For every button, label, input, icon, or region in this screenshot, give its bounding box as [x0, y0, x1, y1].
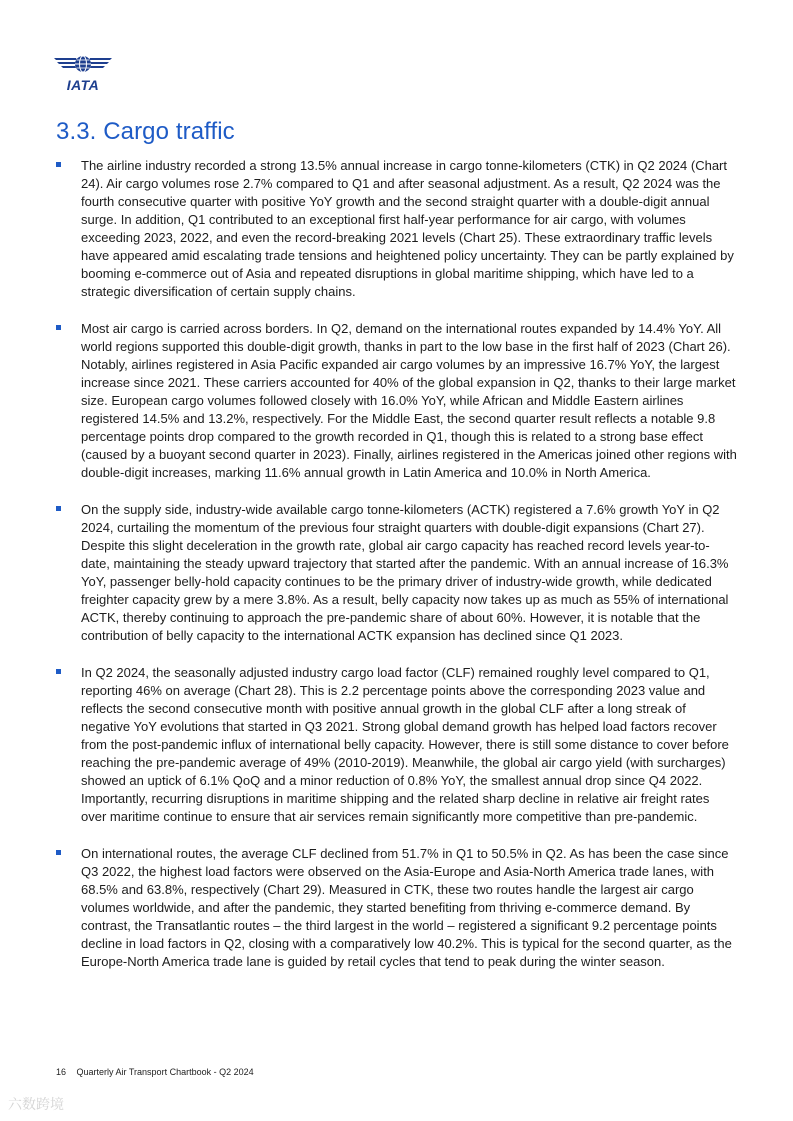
bullet-text: On the supply side, industry-wide available cargo tonne-kilometers (ACTK) registered a 7.6% growth YoY in Q2 2024, curtailing the momentum of the previous four straight quarters with double-digit expansions (Chart 27). Despite this slight deceleration in the growth rate, global air cargo capacity has reached record levels year-to-date, maintaining the steady upward trajectory that started after the pandemic. With an annual increase of 16.3% YoY, passenger belly-hold capacity continues to be the primary driver of industry-wide growth, while dedicated freighter capacity grew by a mere 3.8%. As a result, belly capacity now takes up as much as 55% of international ACTK, thereby continuing to approach the pre-pandemic share of about 60%. However, it is notable that the contribution of belly capacity to the international ACTK expansion has declined since Q1 2023.	[81, 502, 729, 643]
page-number: 16	[56, 1067, 67, 1077]
bullet-item-international-clf	[56, 845, 738, 971]
bullet-square-icon	[56, 850, 61, 855]
globe-wings-icon	[52, 54, 114, 78]
logo-wordmark: IATA	[66, 77, 100, 93]
bullet-text: The airline industry recorded a strong 13.5% annual increase in cargo tonne-kilometers (CTK) in Q2 2024 (Chart 24). Air cargo volumes rose 2.7% compared to Q1 and after seasonal adjustment. As a result, Q2 2024 was the fourth consecutive quarter with positive YoY growth and the second straight quarter with a double-digit annual surge. In addition, Q1 contributed to an exceptional first half-year performance for air cargo, with volumes exceeding 2023, 2022, and even the record-breaking 2021 levels (Chart 25). These extraordinary traffic levels have appeared amid escalating trade tensions and heightened policy uncertainty. They can be partly explained by booming e-commerce out of Asia and repeated disruptions in global maritime shipping, which have led to a strategic diversification of certain supply chains.	[81, 158, 734, 299]
bullet-square-icon	[56, 162, 61, 167]
watermark: 六数跨境	[8, 1097, 64, 1113]
bullet-text: In Q2 2024, the seasonally adjusted industry cargo load factor (CLF) remained roughly level compared to Q1, reporting 46% on average (Chart 28). This is 2.2 percentage points above the corresponding 2023 value and reflects the second consecutive month with positive annual growth in the global CLF after a long streak of negative YoY evolutions that started in Q3 2021. Strong global demand growth has helped load factors recover from the post-pandemic influx of international belly capacity. However, there is still some distance to cover before reaching the pre-pandemic average of 49% (2010-2019). Meanwhile, the global air cargo yield (with surcharges) showed an uptick of 6.1% QoQ and a minor reduction of 0.8% YoY, the smallest annual drop since Q4 2022. Importantly, recurring disruptions in maritime shipping and the related sharp decline in relative air freight rates over maritime continue to ensure that air services remain significantly more competitive than pre-pandemic.	[81, 665, 729, 824]
iata-logo	[52, 54, 114, 94]
bullet-text: On international routes, the average CLF declined from 51.7% in Q1 to 50.5% in Q2. As has been the case since Q3 2022, the highest load factors were observed on the Asia-Europe and Asia-North America trade lanes, with 68.5% and 63.8%, respectively (Chart 29). Measured in CTK, these two routes handle the largest air cargo volumes worldwide, and after the pandemic, they started benefiting from thriving e-commerce demand. By contrast, the Transatlantic routes – the third largest in the world – registered a significant 9.2 percentage points decline in load factors in Q2, closing with a comparatively low 40.2%. This is typical for the second quarter, as the Europe-North America trade lane is guided by retail cycles that tend to peak during the winter season.	[81, 846, 732, 969]
bullet-item-load-factor	[56, 664, 738, 826]
section-title: 3.3. Cargo traffic	[56, 118, 235, 145]
bullet-item-ctk-growth	[56, 157, 738, 301]
page-footer	[56, 1067, 254, 1077]
bullet-item-supply-actk	[56, 501, 738, 645]
bullet-list	[56, 157, 738, 990]
bullet-square-icon	[56, 506, 61, 511]
bullet-square-icon	[56, 325, 61, 330]
bullet-item-international-routes	[56, 320, 738, 482]
publication-title: Quarterly Air Transport Chartbook - Q2 2024	[76, 1067, 254, 1077]
bullet-square-icon	[56, 669, 61, 674]
bullet-text: Most air cargo is carried across borders. In Q2, demand on the international routes expanded by 14.4% YoY. All world regions supported this double-digit growth, thanks in part to the low base in the first half of 2023 (Chart 26). Notably, airlines registered in Asia Pacific expanded air cargo volumes by an impressive 16.7% YoY, the largest increase since 2021. These carriers accounted for 40% of the global expansion in Q2, thanks to their large market size. European cargo volumes followed closely with 16.0% YoY, while African and Middle Eastern airlines registered 14.5% and 13.2%, respectively. For the Middle East, the second quarter result reflects a notable 9.8 percentage points drop compared to the growth recorded in Q1, though this is related to a strong base effect (caused by a buoyant second quarter in 2023). Finally, airlines registered in the Americas joined other regions with double-digit increases, marking 11.6% annual growth in Latin America and 10.0% in North America.	[81, 321, 737, 480]
